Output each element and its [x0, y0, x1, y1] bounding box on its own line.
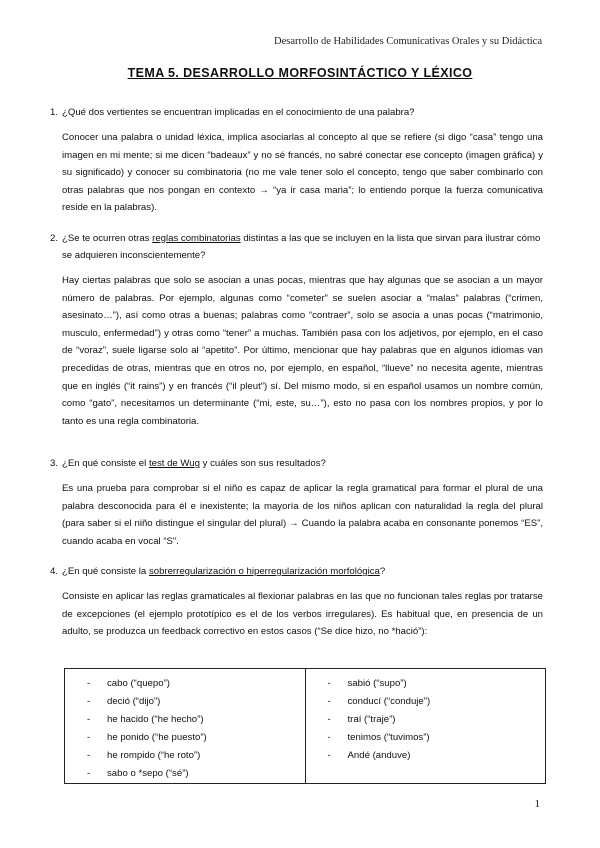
- question-text: [62, 563, 545, 580]
- question-4: [50, 563, 545, 580]
- question-text-end: distintas a las que se incluyen en la lista que sirvan para ilustrar cómo se adquieren inconscientemente?: [62, 233, 541, 261]
- test-de-wug-term: test de Wug: [148, 458, 200, 469]
- question-text-start: ¿En qué consiste la: [62, 566, 149, 577]
- answer-1: Conocer una palabra o unidad léxica, implica asociarlas al concepto al que se refiere (si digo “casa” tengo una imagen en mi mente; si me dicen “badeaux” y no sé francés, no sabré conectar ese concepto (imagen gráfica) y su significado) y conocer su combinatoria (no me vale tener solo el concepto, tengo que saber combinarlo con otras palabras que nos pongan en contexto → “ya ir casa maria”; lo entiendo porque la fuerza comunicativa reside en la palabras).: [62, 132, 543, 214]
- sobrerregularizacion-term: sobrerregularización o hiperregularización morfológica: [148, 566, 380, 577]
- answer-3: Es una prueba para comprobar si el niño es capaz de aplicar la regla gramatical para formar el plural de una palabra desconocida para él e inexistente; la mayoría de los niños aplican con naturalidad la regla del plural (para saber si el niño distingue el singular del plural) → Cuando la palabra acaba en consonante ponemos “ES”, cuando acaba en vocal “S”.: [62, 483, 543, 547]
- question-text-start: ¿En qué consiste el: [62, 458, 149, 469]
- question-text-start: ¿Se te ocurren otras: [62, 233, 153, 244]
- example-item: - conducí (“conduje”): [328, 693, 546, 711]
- question-number: 1.: [50, 107, 59, 118]
- question-number: 4.: [50, 566, 59, 577]
- question-text-end: y cuáles son sus resultados?: [199, 458, 326, 469]
- question-text: [62, 455, 545, 472]
- examples-left-column: [65, 669, 306, 783]
- reglas-combinatorias-term: reglas combinatorias: [152, 233, 241, 244]
- answer-4: Consiste en aplicar las reglas gramaticales al flexionar palabras en las que no funcionan tales reglas por tratarse de excepciones (el ejemplo prototípico es el de los verbos irregulares). Es habitual que, en presencia de un adulto, se produzca un feedback correctivo en estos casos (“Se dice hizo, no *hació”):: [62, 591, 543, 638]
- examples-right-column: [306, 669, 546, 783]
- example-item: - Andé (anduve): [328, 747, 546, 765]
- example-item: - tenimos (“tuvimos”): [328, 729, 546, 747]
- question-number: 3.: [50, 458, 59, 469]
- example-item: - cabo (“quepo”): [87, 675, 305, 693]
- question-text-end: ?: [379, 566, 386, 577]
- question-3: [50, 455, 545, 472]
- page-number: 1: [534, 798, 540, 810]
- examples-table: [64, 668, 546, 784]
- example-item: - he ponido (“he puesto”): [87, 729, 305, 747]
- question-2: [50, 230, 545, 264]
- example-item: - he rompido (“he roto”): [87, 747, 305, 765]
- running-header: Desarrollo de Habilidades Comunicativas Orales y su Didáctica: [274, 36, 542, 47]
- example-item: - sabió (“supo”): [328, 675, 546, 693]
- page-title: TEMA 5. DESARROLLO MORFOSINTÁCTICO Y LÉXICO: [127, 66, 473, 80]
- question-number: 2.: [50, 233, 59, 244]
- question-1: [50, 104, 545, 121]
- question-text: [62, 230, 545, 264]
- example-item: - sabo o *sepo (“sé”): [87, 765, 305, 783]
- example-item: - he hacido (“he hecho”): [87, 711, 305, 729]
- example-item: - deció (“dijo”): [87, 693, 305, 711]
- example-item: - traí (“traje”): [328, 711, 546, 729]
- answer-2: Hay ciertas palabras que solo se asocian a unas pocas, mientras que hay algunas que se asocian a un mayor número de palabras. Por ejemplo, algunas como “cometer” se suelen asociar a “malas” palabras (“crimen, asesinato…”), así como otras a buenas; palabras como “contraer”, solo se asocia a unas pocas (“matrimonio, musculo, enfermedad”) y otras como “tener” a muchas. También pasa con los adjetivos, por ejemplo, en el caso de “voraz”, suele ligarse solo al “apetito”. Por último, mencionar que hay palabras que en algunos idiomas van precedidas de otras, mientras que en otros no, por ejemplo, en español, “llueve” no necesita agente, mientras que en inglés (“it rains”) y en francés (“il pleut”) sí. Del mismo modo, si en español usamos un nombre común, como “gato”, necesitamos un determinante (“mi, este, su…”), esto no pasa con los nombres propios, y por lo tanto es una regla combinatoria.: [62, 275, 543, 427]
- question-text: ¿Qué dos vertientes se encuentran implicadas en el conocimiento de una palabra?: [62, 107, 415, 118]
